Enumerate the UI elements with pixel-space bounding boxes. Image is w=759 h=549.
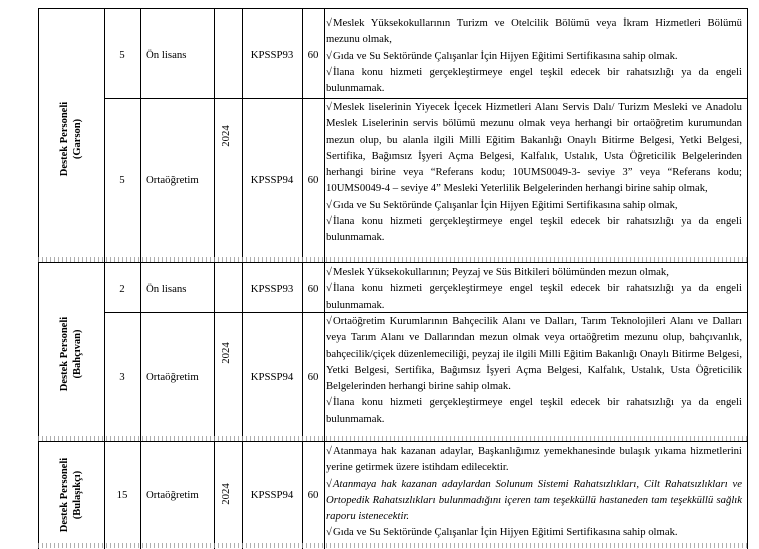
check-icon: √ <box>326 396 332 409</box>
requirement-text: Gıda ve Su Sektöründe Çalışanlar İçin Hijyen Eğitimi Sertifikasına sahip olmak. <box>333 49 678 62</box>
row-requirements <box>326 313 742 427</box>
check-icon: √ <box>326 101 332 113</box>
column-divider <box>214 8 215 549</box>
requirement-text: İlana konu hizmeti gerçekleştirmeye engel teşkil edecek bir rahatsızlığı ya da engeli bulunmamak. <box>326 65 742 95</box>
requirement-item <box>326 197 742 213</box>
row-min-score: 60 <box>307 489 319 501</box>
column-divider <box>242 8 243 549</box>
row-requirements <box>326 443 742 541</box>
requirement-item <box>326 15 742 48</box>
row-education: Ortaöğretim <box>146 489 199 501</box>
column-divider <box>140 8 141 549</box>
check-icon: √ <box>326 477 332 490</box>
row-kpss-type: KPSSP93 <box>250 49 294 61</box>
check-icon: √ <box>326 526 332 539</box>
requirement-item <box>326 476 742 525</box>
requirement-text: Meslek liselerinin Yiyecek İçecek Hizmetleri Alanı Servis Dalı/ Turizm Mesleki ve Anadolu Meslek Liselerinin servis bölümü mezunu olmak veya herhangi bir ortaöğretim kurumundan mezun olup, bu alanla ilgili Milli Eğitim Bakanlığı Onaylı Bitirme Belgesi, Yetki Belgesi, Sertifika, Bağımsız İşyeri Açma Belgesi, Kalfalık, Ustalık, Usta Öğreticilik Belgelerinden herhangi birine veya “Referans kodu; 10UMS0049-3- seviye 3” veya “Referans kodu; 10UMS0049-4 – seviye 4” Mesleki Yeterlilik Belgelerinden herhangi birine sahip olmak, <box>326 101 742 195</box>
requirement-item <box>326 524 742 540</box>
check-icon: √ <box>326 65 332 78</box>
requirement-item <box>326 64 742 97</box>
row-education: Ortaöğretim <box>146 371 199 383</box>
column-divider <box>302 8 303 549</box>
requirement-item <box>326 99 742 197</box>
check-icon: √ <box>326 266 332 278</box>
row-kpss-type: KPSSP94 <box>250 489 294 501</box>
group-year: 2024 <box>220 125 232 147</box>
row-requirements <box>326 99 742 246</box>
row-count: 15 <box>116 489 128 501</box>
requirement-text: Gıda ve Su Sektöründe Çalışanlar İçin Hijyen Eğitimi Sertifikasına sahip olmak. <box>333 526 678 539</box>
table-border-top <box>38 8 748 9</box>
group-title-line2: (Bulaşıkçı) <box>72 470 83 520</box>
group-year: 2024 <box>220 483 232 505</box>
row-requirements <box>326 15 742 96</box>
requirement-item <box>326 264 742 280</box>
row-min-score: 60 <box>307 371 319 383</box>
check-icon: √ <box>326 315 332 327</box>
check-icon: √ <box>326 17 332 29</box>
requirement-text: Atanmaya hak kazanan adaylar, Başkanlığımız yemekhanesinde bulaşık yıkama hizmetlerini yerine getirmek üzere istihdam edilecektir. <box>326 445 742 474</box>
row-min-score: 60 <box>307 49 319 61</box>
group-divider-hatch <box>38 257 748 262</box>
check-icon: √ <box>326 198 332 211</box>
requirement-text: İlana konu hizmeti gerçekleştirmeye engel teşkil edecek bir rahatsızlığı ya da engeli bulunmamak. <box>326 215 742 244</box>
row-kpss-type: KPSSP94 <box>250 174 294 186</box>
check-icon: √ <box>326 215 332 228</box>
requirement-item <box>326 443 742 476</box>
requirement-text: İlana konu hizmeti gerçekleştirmeye engel teşkil edecek bir rahatsızlığı ya da engeli bulunmamak. <box>326 396 742 425</box>
row-count: 5 <box>119 49 125 61</box>
row-min-score: 60 <box>307 283 319 295</box>
column-divider <box>104 8 105 549</box>
group-title <box>58 89 84 189</box>
check-icon: √ <box>326 49 332 62</box>
check-icon: √ <box>326 282 332 295</box>
row-min-score: 60 <box>307 174 319 186</box>
group-year: 2024 <box>220 342 232 364</box>
row-count: 3 <box>119 371 125 383</box>
requirement-item <box>326 394 742 427</box>
requirement-text: Meslek Yüksekokullarının Turizm ve Otelcilik Bölümü veya İkram Hizmetleri Bölümü mezunu olmak, <box>326 17 742 46</box>
requirement-item <box>326 280 742 313</box>
row-requirements <box>326 264 742 313</box>
group-title-line1: Destek Personeli <box>59 457 70 533</box>
table-border-right <box>747 8 748 549</box>
requirement-text: Ortaöğretim Kurumlarının Bahçecilik Alanı ve Dalları, Tarım Teknolojileri Alanı ve Dalları veya Tarım Alanı ve Dallarından mezun olmak veya ortaöğretim mezunu olup, bahçıvanlık, bahçecilik/çiçek düzenlemeciliği, peyzaj ile ilgili Milli Eğitim Bakanlığı Onaylı Bitirme Belgesi, Yetki Belgesi, Sertifika, Bağımsız İşyeri Açma Belgesi, Kalfalık, Ustalık, Usta Öğreticilik Belgelerinden herhangi birine sahip olmak. <box>326 315 742 393</box>
group-title-line1: Destek Personeli <box>59 101 70 177</box>
row-education: Ön lisans <box>146 49 187 61</box>
row-kpss-type: KPSSP94 <box>250 371 294 383</box>
row-education: Ortaöğretim <box>146 174 199 186</box>
group-title-line1: Destek Personeli <box>59 316 70 392</box>
group-divider <box>38 262 748 263</box>
row-kpss-type: KPSSP93 <box>250 283 294 295</box>
requirement-item <box>326 313 742 394</box>
requirement-text: Atanmaya hak kazanan adaylardan Solunum Sistemi Rahatsızlıkları, Cilt Rahatsızlıkları ve Ortopedik Rahatsızlıkları bulunmadığını içeren tam teşekküllü hastaneden tam teşekküllü sağlık raporu istenecektir. <box>326 477 742 523</box>
row-education: Ön lisans <box>146 283 187 295</box>
requirement-item <box>326 48 742 64</box>
group-title <box>58 445 84 545</box>
group-title-line2: (Garson) <box>72 118 83 160</box>
table-border-left <box>38 8 39 549</box>
column-divider <box>324 8 325 549</box>
requirement-text: Meslek Yüksekokullarının; Peyzaj ve Süs Bitkileri bölümünden mezun olmak, <box>333 266 669 278</box>
requirement-text: Gıda ve Su Sektöründe Çalışanlar İçin Hijyen Eğitimi Sertifikasına sahip olmak, <box>333 198 678 211</box>
group-divider-hatch <box>38 436 748 441</box>
table-bottom-hatch <box>38 543 748 548</box>
group-title-line2: (Bahçıvan) <box>72 329 83 379</box>
row-count: 5 <box>119 174 125 186</box>
group-divider <box>38 441 748 442</box>
requirement-item <box>326 213 742 246</box>
group-title <box>58 304 84 404</box>
requirement-text: İlana konu hizmeti gerçekleştirmeye engel teşkil edecek bir rahatsızlığı ya da engeli bulunmamak. <box>326 282 742 311</box>
check-icon: √ <box>326 445 332 457</box>
row-count: 2 <box>119 283 125 295</box>
